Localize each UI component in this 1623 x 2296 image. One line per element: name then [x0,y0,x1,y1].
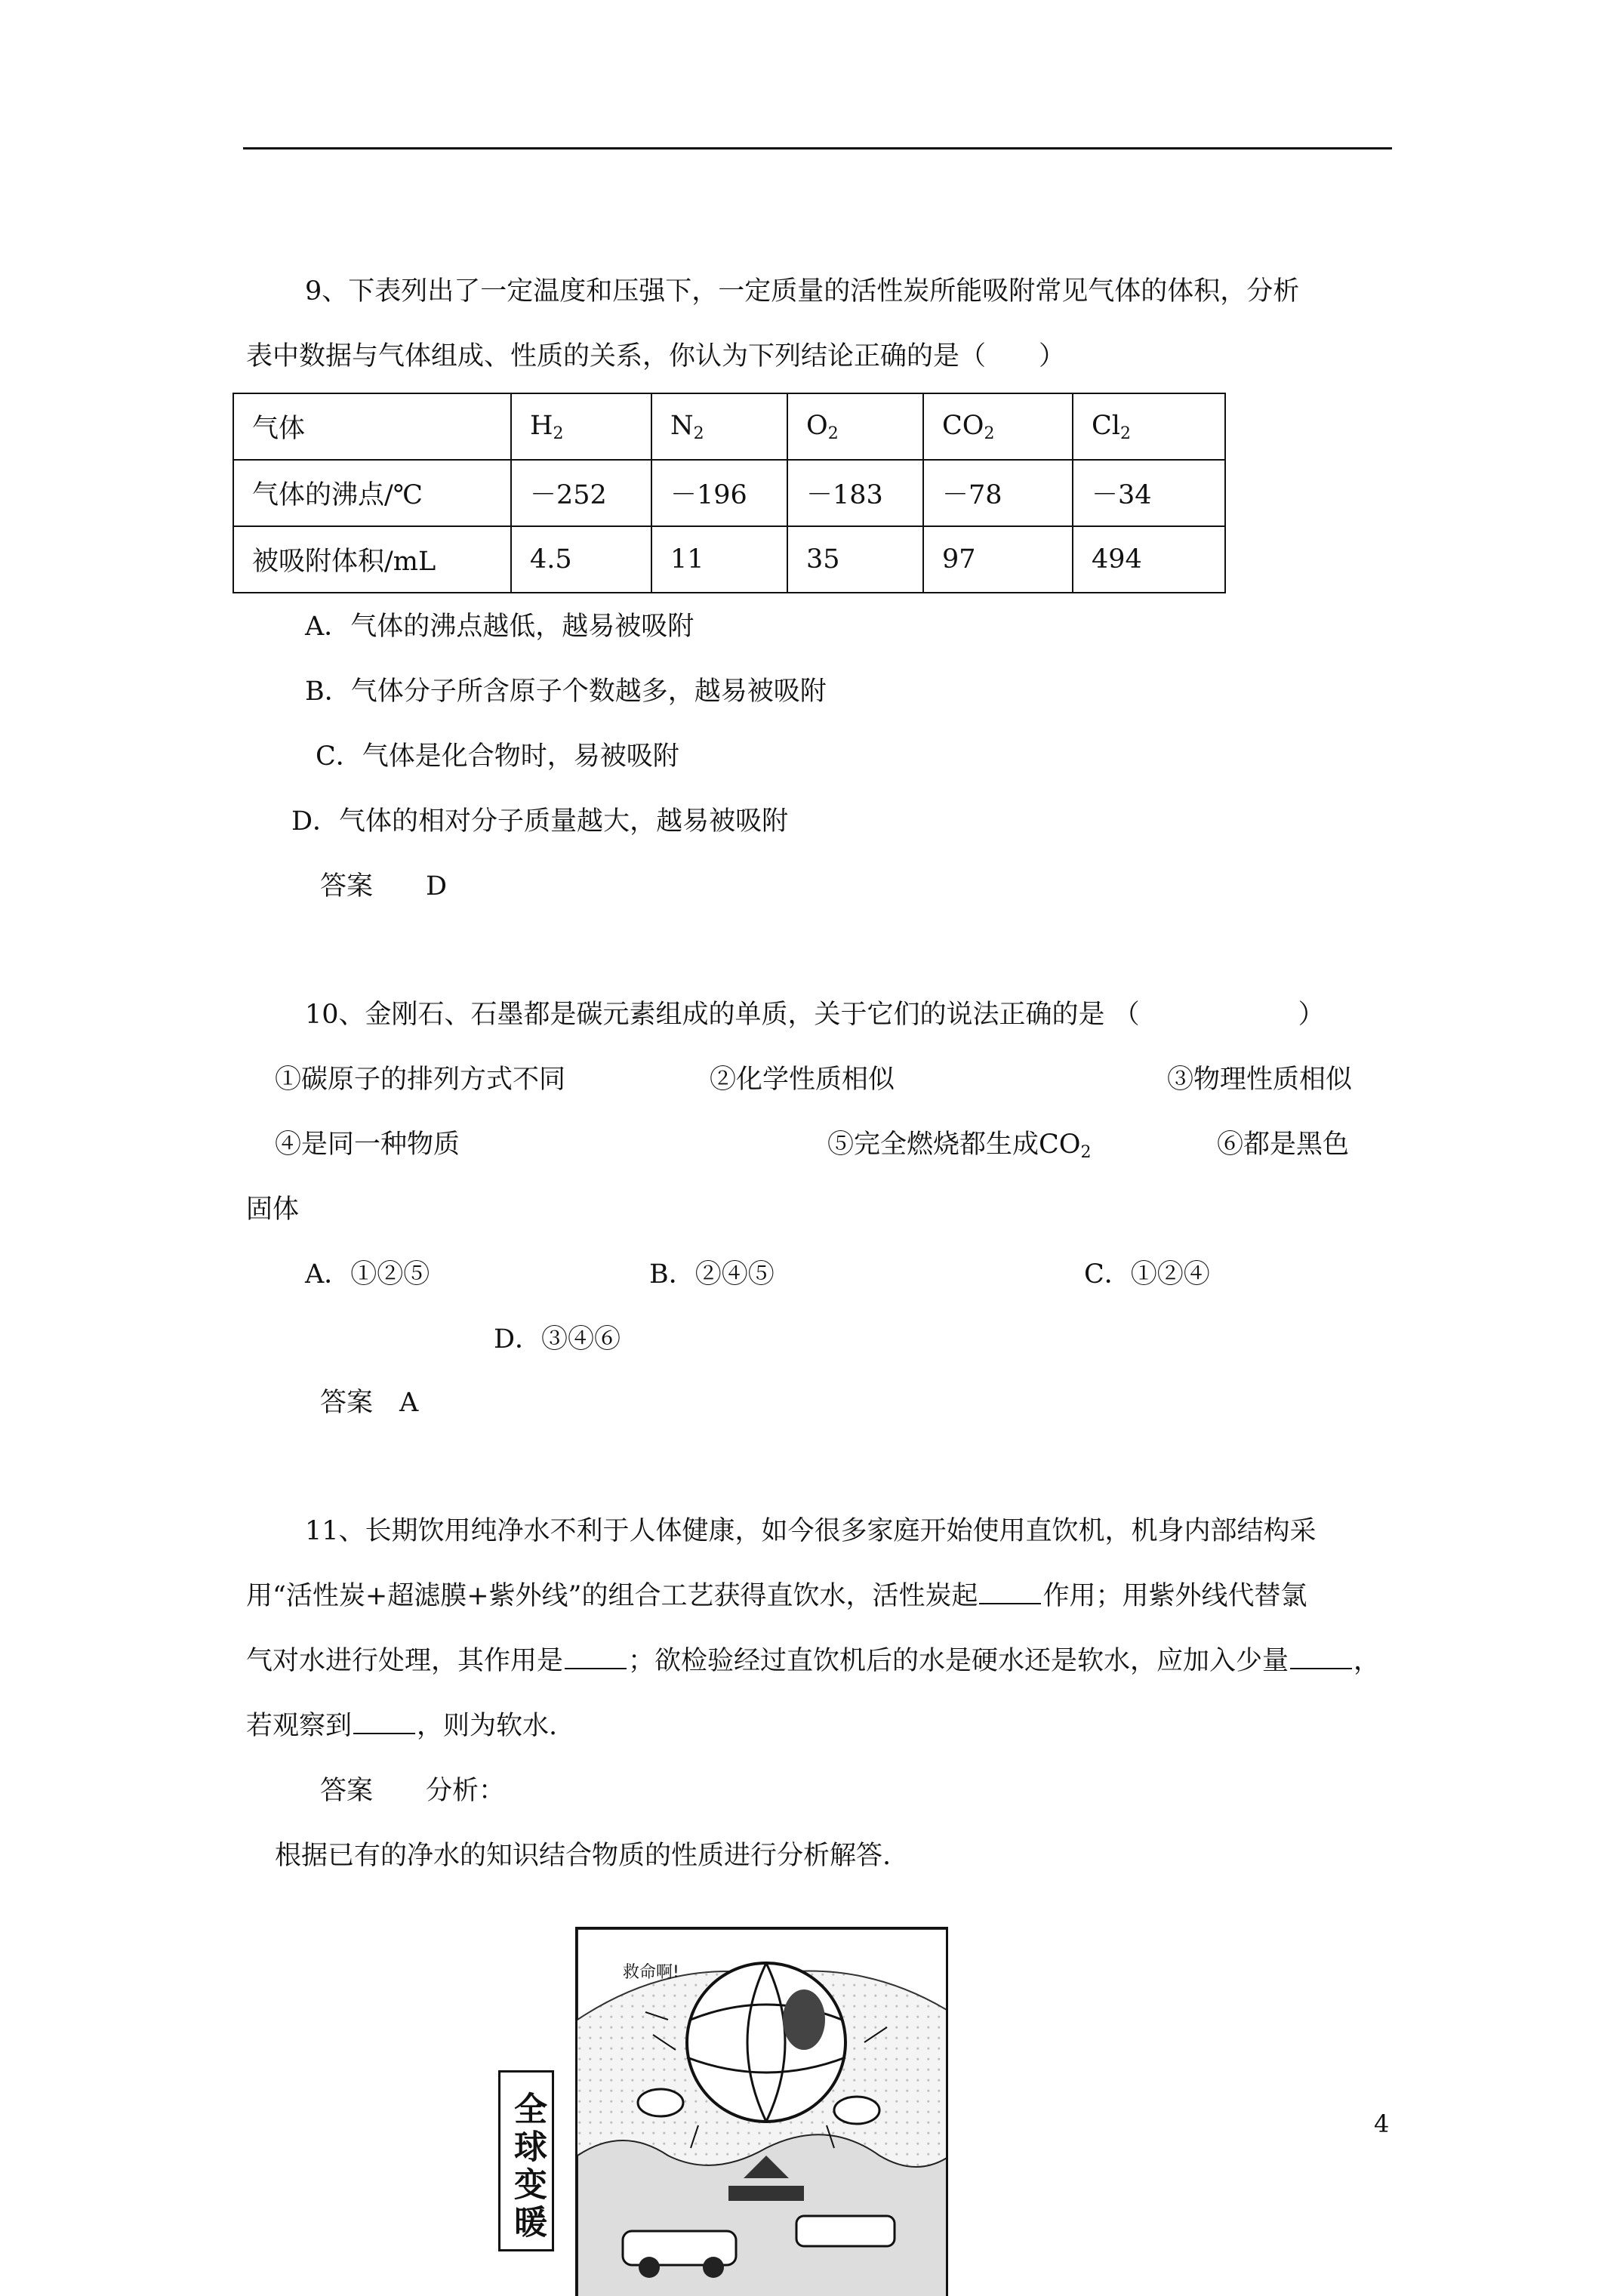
q11-line3 [246,1644,1380,1678]
gas-symbol: Cl [1092,410,1120,441]
q10-item-6: ⑥都是黑色 [1217,1130,1350,1160]
cartoon-drawing [577,1929,948,2296]
q11-line2-part-b: 作用；用紫外线代替氯 [1042,1581,1307,1611]
gas-symbol: H [530,410,553,441]
q10-stem: 10、金刚石、石墨都是碳元素组成的单质，关于它们的说法正确的是 （ ） [305,1000,1325,1030]
fill-blank-1[interactable] [979,1580,1041,1604]
page-number: 4 [1374,2110,1390,2138]
global-warming-cartoon [575,1927,948,2296]
q11-line3-part-b: ；欲检验经过直饮机后的水是硬水还是软水，应加入少量 [628,1646,1289,1676]
table-row-boiling [233,460,1225,526]
q10-item-5-text: ⑤完全燃烧都生成CO [827,1130,1081,1160]
q9-answer: 答案 D [320,871,448,901]
q9-option-c: C．气体是化合物时，易被吸附 [316,741,679,772]
q9-stem-line2: 表中数据与气体组成、性质的关系，你认为下列结论正确的是（ ） [246,341,1066,371]
boiling-cell: －78 [923,460,1073,526]
table-header-boiling: 气体的沸点/℃ [233,460,511,526]
gas-subscript: 2 [553,424,564,443]
q10-option-a: A．①②⑤ [305,1259,430,1290]
gas-subscript: 2 [984,424,995,443]
q10-item-2: ②化学性质相似 [710,1065,895,1095]
gas-cell-co2 [923,393,1073,460]
cartoon-speech-bubble: 救命啊! [623,1963,679,1982]
q11-answer: 答案 分析： [320,1776,506,1806]
q11-line4-part-a: 若观察到 [246,1711,353,1741]
q11-line3-part-a: 气对水进行处理，其作用是 [246,1646,564,1676]
q10-item-5-subscript: 2 [1080,1143,1092,1162]
q10-item-1: ①碳原子的排列方式不同 [275,1065,566,1095]
q10-option-c: C．①②④ [1084,1259,1210,1290]
q9-option-a: A．气体的沸点越低，越易被吸附 [305,612,694,642]
q11-line3-part-c: ， [1354,1646,1381,1676]
table-header-gas: 气体 [233,393,511,460]
q10-option-d: D．③④⑥ [494,1324,621,1354]
gas-cell-cl2 [1073,393,1225,460]
table-row-volume [233,526,1225,593]
q11-line1: 11、长期饮用纯净水不利于人体健康，如今很多家庭开始使用直饮机，机身内部结构采 [305,1516,1317,1546]
gas-cell-o2 [787,393,923,460]
gas-symbol: N [670,410,694,441]
q9-stem-line1: 9、下表列出了一定温度和压强下，一定质量的活性炭所能吸附常见气体的体积，分析 [305,276,1300,307]
q11-line2 [246,1579,1307,1613]
gas-subscript: 2 [1119,424,1131,443]
q11-analysis: 根据已有的净水的知识结合物质的性质进行分析解答. [275,1841,892,1871]
q10-answer: 答案 A [320,1388,419,1418]
q11-line4-part-b: ，则为软水. [417,1711,558,1741]
q9-option-d: D．气体的相对分子质量越大，越易被吸附 [291,806,789,837]
boiling-cell: －252 [511,460,651,526]
fill-blank-4[interactable] [353,1710,415,1734]
q10-option-b: B．②④⑤ [649,1259,775,1290]
volume-cell: 11 [651,526,787,593]
q11-line4 [246,1709,557,1743]
gas-cell-h2 [511,393,651,460]
boiling-cell: －183 [787,460,923,526]
table-header-volume: 被吸附体积/mL [233,526,511,593]
volume-cell: 35 [787,526,923,593]
q11-line2-part-a: 用“活性炭+超滤膜+紫外线”的组合工艺获得直饮水，活性炭起 [246,1581,978,1611]
volume-cell: 494 [1073,526,1225,593]
gas-cell-n2 [651,393,787,460]
boiling-cell: －196 [651,460,787,526]
gas-symbol: O [806,410,828,441]
volume-cell: 97 [923,526,1073,593]
gas-subscript: 2 [693,424,704,443]
q9-option-b: B．气体分子所含原子个数越多，越易被吸附 [305,676,827,707]
boiling-cell: －34 [1073,460,1225,526]
header-rule [243,147,1392,149]
q10-item-4: ④是同一种物质 [275,1130,460,1160]
table-row-gas [233,393,1225,460]
fill-blank-3[interactable] [1290,1645,1352,1669]
q10-item-3: ③物理性质相似 [1167,1065,1353,1095]
q10-item-6-continued: 固体 [246,1194,300,1225]
gas-adsorption-table [233,393,1226,593]
cartoon-side-label: 全球变暖 [498,2070,554,2251]
q10-item-5 [827,1128,1091,1170]
gas-subscript: 2 [827,424,839,443]
gas-symbol: CO [942,410,984,441]
volume-cell: 4.5 [511,526,651,593]
fill-blank-2[interactable] [565,1645,627,1669]
